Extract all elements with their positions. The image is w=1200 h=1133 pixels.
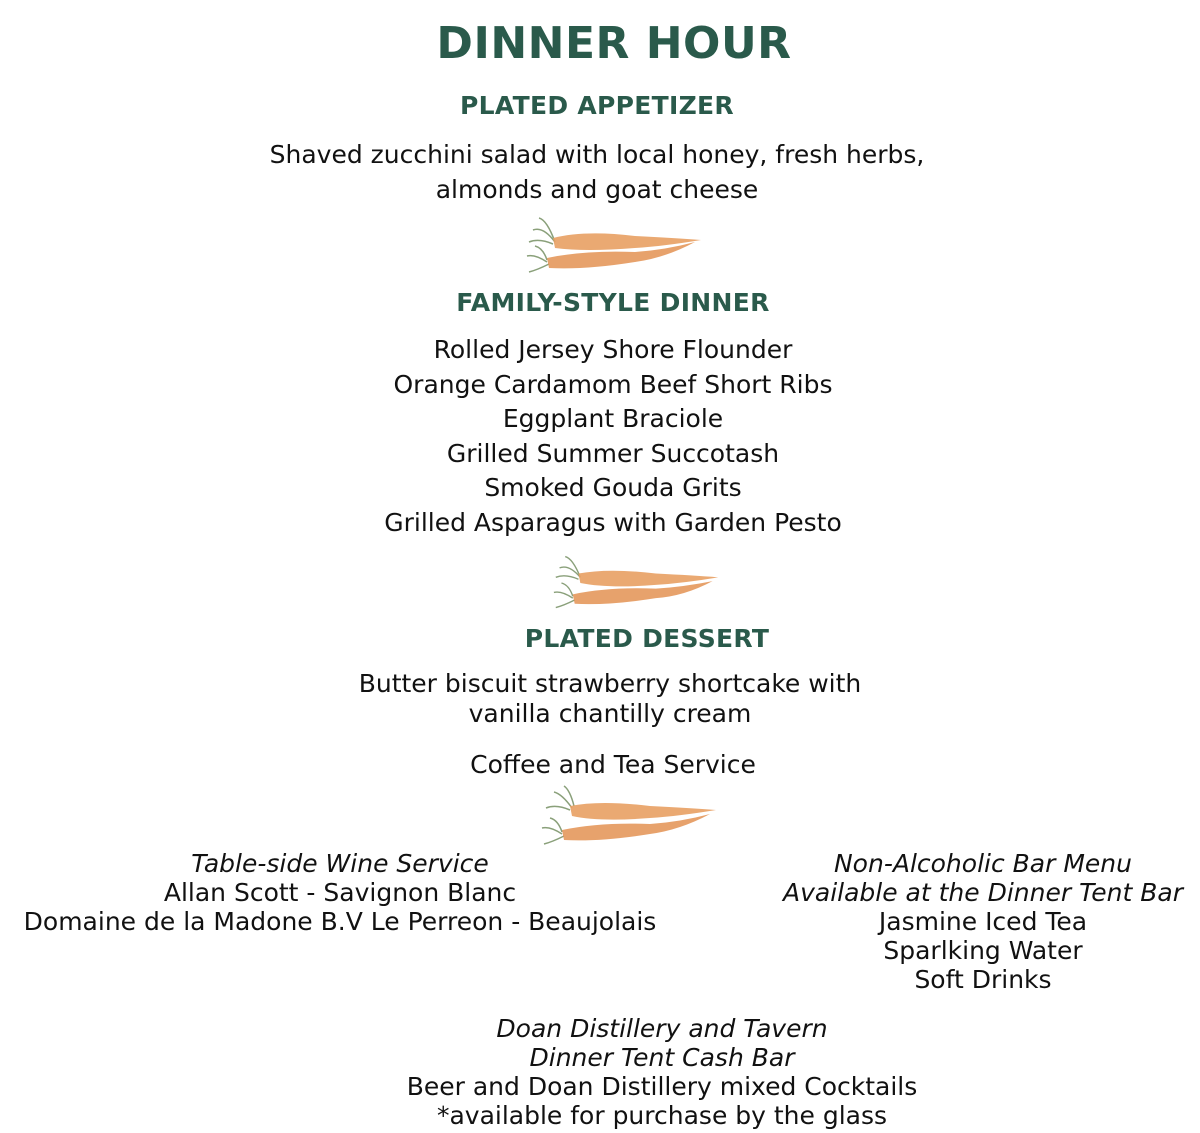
non-alcoholic-subtitle: Available at the Dinner Tent Bar [782,878,1183,907]
dinner-list [0,333,1200,540]
dinner-item: Orange Cardamom Beef Short Ribs [393,369,833,399]
non-alcoholic-item: Sparlking Water [883,936,1083,965]
wine-item: Domaine de la Madone B.V Le Perreon - Beaujolais [23,907,657,936]
dinner-item: Eggplant Braciole [502,404,724,433]
non-alcoholic-bar [766,849,1200,994]
non-alcoholic-title: Non-Alcoholic Bar Menu [833,849,1132,878]
cash-bar-note: *available for purchase by the glass [436,1101,888,1130]
dessert-line: vanilla chantilly cream [468,699,752,728]
dinner-item: Smoked Gouda Grits [484,473,742,502]
coffee-tea-service: Coffee and Tea Service [470,750,756,779]
dinner-heading: FAMILY-STYLE DINNER [456,288,770,317]
wine-item: Allan Scott - Savignon Blanc [163,878,517,907]
dinner-item: Grilled Asparagus with Garden Pesto [384,507,842,537]
cash-bar-subtitle: Dinner Tent Cash Bar [529,1043,795,1072]
appetizer-heading: PLATED APPETIZER [460,91,734,120]
dinner-item: Grilled Summer Succotash [446,438,780,468]
carrot-illustration-icon [525,212,705,276]
cash-bar-title: Doan Distillery and Tavern [496,1014,828,1043]
cash-bar [0,1014,1200,1130]
wine-service [0,849,680,936]
carrot-illustration-icon [552,552,722,614]
non-alcoholic-item: Soft Drinks [914,965,1052,994]
appetizer-line: Shaved zucchini salad with local honey, fresh herbs, [269,140,925,169]
dessert-description [0,669,1200,729]
dessert-line: Butter biscuit strawberry shortcake with [358,669,862,698]
page-title: DINNER HOUR [436,18,792,69]
appetizer-description [0,137,1194,207]
cash-bar-line: Beer and Doan Distillery mixed Cocktails [406,1072,918,1101]
appetizer-line: almonds and goat cheese [435,175,759,204]
carrot-illustration-icon [540,784,720,848]
non-alcoholic-item: Jasmine Iced Tea [878,907,1088,936]
dessert-heading: PLATED DESSERT [524,624,770,653]
dinner-item: Rolled Jersey Shore Flounder [433,335,793,364]
wine-service-title: Table-side Wine Service [191,849,489,878]
